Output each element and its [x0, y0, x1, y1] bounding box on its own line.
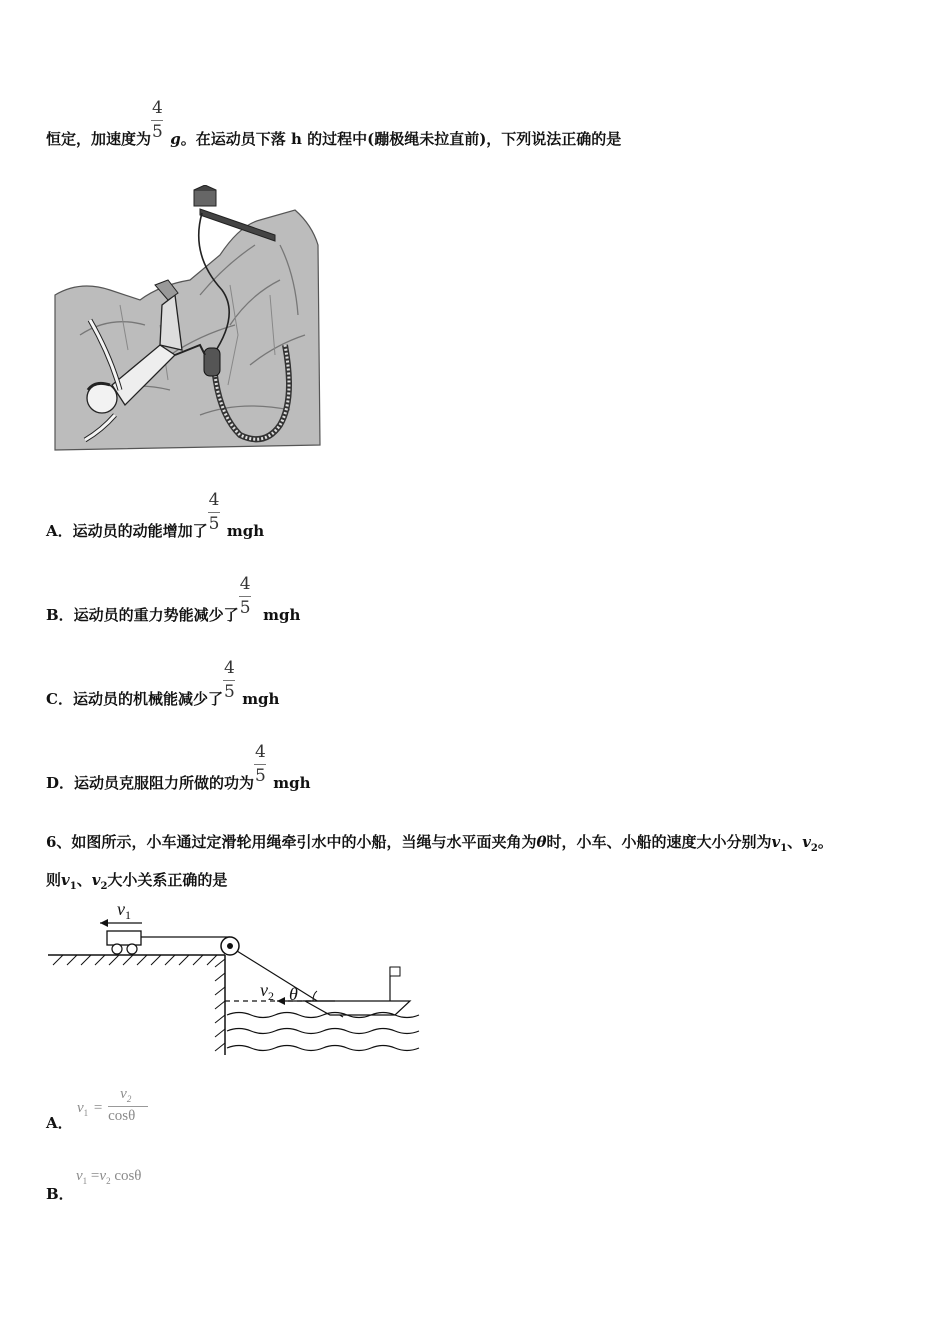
- fraction-4-5: $\frac{4}{5}$: [223, 658, 235, 702]
- symbol-theta: θ: [536, 833, 547, 851]
- option-c[interactable]: [46, 658, 280, 709]
- stem-text-before: 恒定，加速度为: [46, 130, 152, 148]
- bungee-jumper-illustration: [50, 185, 325, 455]
- question-stem-line: [46, 98, 622, 149]
- theta-label: θ: [289, 984, 298, 1004]
- option-c-unit: mgh: [242, 690, 280, 708]
- stem-text-after: 。在运动员下落 h 的过程中(蹦极绳未拉直前)，下列说法正确的是: [180, 130, 622, 148]
- option-a[interactable]: [46, 490, 265, 541]
- option-a-unit: mgh: [226, 522, 265, 540]
- pulley-boat-diagram: [45, 895, 430, 1060]
- fraction-4-5: $\frac{4}{5}$: [152, 98, 163, 142]
- fraction-4-5: $\frac{4}{5}$: [255, 742, 266, 786]
- q6-option-b-formula: $v_1 =v_2$ cosθ: [76, 1168, 142, 1186]
- option-b[interactable]: [46, 574, 301, 625]
- question-6-stem-line-1: 6、如图所示，小车通过定滑轮用绳牵引水中的小船，当绳与水平面夹角为θ时，小车、小船的速度大小分别为$v_1$、$v_2$。: [46, 833, 833, 854]
- v2-label: $v_2$: [260, 980, 274, 1003]
- option-d-unit: mgh: [273, 774, 311, 792]
- option-d-label: D．运动员克服阻力所做的功为: [46, 774, 255, 792]
- symbol-g: g: [170, 130, 181, 148]
- q6-option-a-label: A．: [46, 1114, 73, 1132]
- q6-option-b-label: B．: [46, 1185, 74, 1203]
- q6-option-a-formula: $v_1$ = $\frac{v_2}{\cos\theta}$: [77, 1086, 148, 1126]
- fraction-4-5: $\frac{4}{5}$: [208, 490, 220, 534]
- option-a-label: A．运动员的动能增加了: [46, 522, 208, 540]
- option-b-label: B．运动员的重力势能减少了: [46, 606, 239, 624]
- option-d[interactable]: [46, 742, 311, 793]
- q6-option-b[interactable]: [46, 1183, 74, 1204]
- q6-option-a[interactable]: [46, 1112, 73, 1133]
- option-c-label: C．运动员的机械能减少了: [46, 690, 223, 708]
- option-b-unit: mgh: [263, 606, 301, 624]
- question-6-stem-line-2: 则$v_1$、$v_2$大小关系正确的是: [46, 871, 228, 892]
- v1-label: $v_1$: [117, 899, 131, 922]
- fraction-4-5: $\frac{4}{5}$: [239, 574, 251, 618]
